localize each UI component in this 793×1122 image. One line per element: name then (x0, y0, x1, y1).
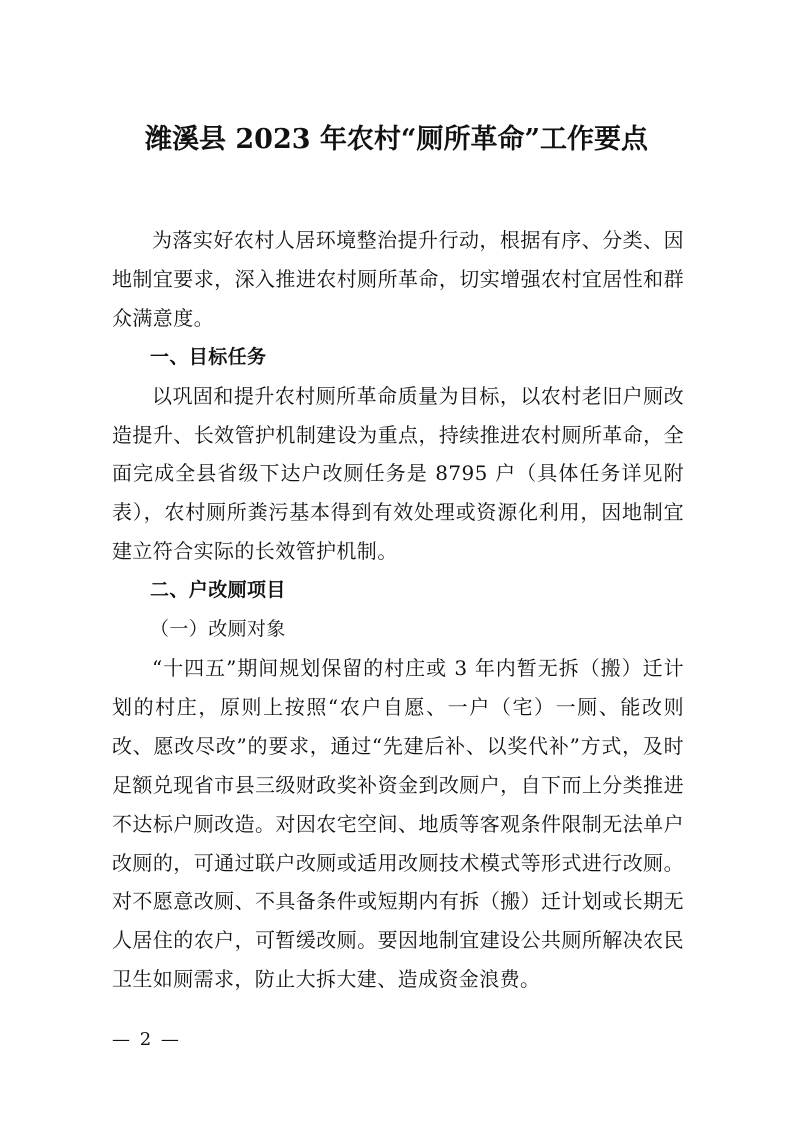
subsection-heading-objects: （一）改厕对象 (150, 618, 286, 641)
section-heading-projects: 二、户改厕项目 (150, 579, 286, 602)
page-number: — 2 — (112, 1029, 181, 1050)
document-title: 潍溪县 2023 年农村“厕所革命”工作要点 (144, 124, 648, 155)
targets-paragraph: 以巩固和提升农村厕所革命质量为目标，以农村老旧户厕改造提升、长效管护机制建设为重点，持续推进农村厕所革命，全面完成全县省级下达户改厕任务是 8795 户（具体任务详见附表），农村厕所粪污基本得到有效处理或资源化利用，因地制宜建立符合实际的长效管护机制。 (112, 383, 684, 564)
intro-paragraph: 为落实好农村人居环境整治提升行动，根据有序、分类、因地制宜要求，深入推进农村厕所革命，切实增强农村宜居性和群众满意度。 (112, 228, 684, 330)
objects-paragraph: “十四五”期间规划保留的村庄或 3 年内暂无拆（搬）迁计划的村庄，原则上按照“农户自愿、一户（宅）一厕、能改则改、愿改尽改”的要求，通过“先建后补、以奖代补”方式，及时足额兑现省市县三级财政奖补资金到改厕户，自下而上分类推进不达标户厕改造。对因农宅空间、地质等客观条件限制无法单户改厕的，可通过联户改厕或适用改厕技术模式等形式进行改厕。对不愿意改厕、不具备条件或短期内有拆（搬）迁计划或长期无人居住的农户，可暂缓改厕。要因地制宜建设公共厕所解决农民卫生如厕需求，防止大拆大建、造成资金浪费。 (112, 655, 684, 992)
section-heading-targets: 一、目标任务 (150, 345, 267, 368)
document-body (112, 221, 684, 999)
